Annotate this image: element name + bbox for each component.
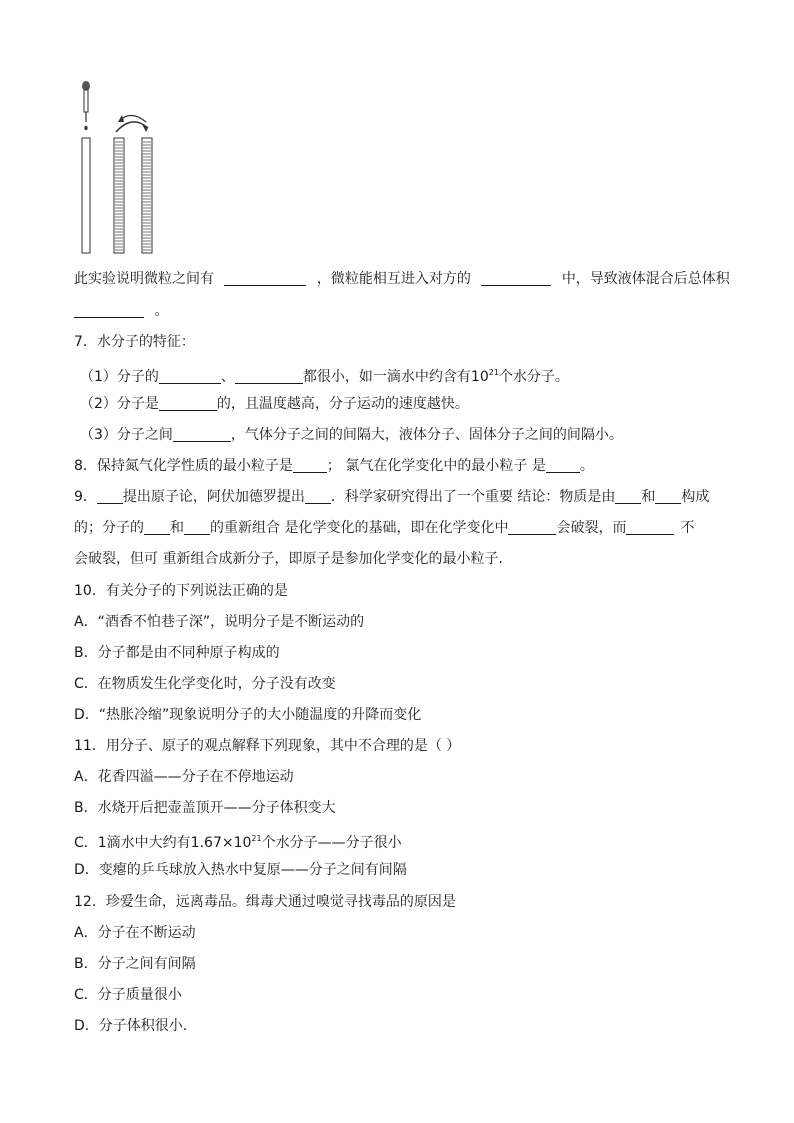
q12-option-b[interactable]: B．分子之间有间隔 bbox=[74, 956, 196, 972]
blank[interactable] bbox=[224, 271, 306, 286]
blank[interactable] bbox=[655, 489, 681, 504]
blank[interactable] bbox=[305, 489, 331, 504]
swap-arrow-icon bbox=[116, 115, 148, 132]
blank[interactable] bbox=[626, 520, 674, 535]
q7-item-1: （1）分子的 、 都很小，如一滴水中约含有$10^{21}$个水分子。 bbox=[80, 368, 569, 385]
experiment-figure bbox=[74, 78, 164, 258]
q12-option-c[interactable]: C．分子质量很小 bbox=[74, 987, 182, 1003]
q7-item-2: （2）分子是 的，且温度越高，分子运动的速度越快。 bbox=[80, 396, 469, 412]
blank[interactable] bbox=[184, 520, 210, 535]
blank[interactable] bbox=[144, 520, 170, 535]
tube-middle bbox=[114, 138, 124, 253]
q10-option-d[interactable]: D．“热胀冷缩”现象说明分子的大小随温度的升降而变化 bbox=[74, 707, 422, 723]
q9-line-3: 会破裂，但可 重新组合成新分子，即原子是参加化学变化的最小粒子． bbox=[74, 551, 513, 567]
tube-right bbox=[142, 138, 152, 253]
blank[interactable] bbox=[159, 369, 221, 384]
blank[interactable] bbox=[546, 458, 580, 473]
q12-option-a[interactable]: A．分子在不断运动 bbox=[74, 925, 196, 941]
q10-option-a[interactable]: A．“酒香不怕巷子深”，说明分子是不断运动的 bbox=[74, 614, 365, 630]
q11-option-c[interactable]: C．1滴水中大约有$1.67\times 10^{21}$个水分子——分子很小 bbox=[74, 834, 402, 851]
dropper-icon bbox=[82, 81, 90, 130]
q11-option-d[interactable]: D．变瘪的乒乓球放入热水中复原——分子之间有间隔 bbox=[74, 862, 407, 878]
blank[interactable] bbox=[235, 369, 303, 384]
blank[interactable] bbox=[97, 489, 123, 504]
q10-option-c[interactable]: C．在物质发生化学变化时，分子没有改变 bbox=[74, 676, 336, 692]
blank[interactable] bbox=[293, 458, 327, 473]
q7-item-3: （3）分子之间 ，气体分子之间的间隔大，液体分子、固体分子之间的间隔小。 bbox=[80, 427, 623, 443]
q9-line-2: 的；分子的 和 的重新组合 是化学变化的基础，即在化学变化中 会破裂，而 不 bbox=[74, 520, 695, 536]
blank[interactable] bbox=[173, 427, 231, 442]
q12-option-d[interactable]: D．分子体积很小. bbox=[74, 1018, 188, 1034]
q8: 8．保持氮气化学性质的最小粒子是 ； 氯气在化学变化中的最小粒子 是 。 bbox=[74, 458, 594, 474]
q11-option-a[interactable]: A．花香四溢——分子在不停地运动 bbox=[74, 769, 294, 785]
q10-stem: 10．有关分子的下列说法正确的是 bbox=[74, 583, 288, 599]
q9-line-1: 9． 提出原子论，阿伏加德罗提出 ．科学家研究得出了一个重要 结论：物质是由 和 构成 bbox=[74, 489, 710, 505]
tube-left bbox=[82, 138, 90, 253]
blank[interactable] bbox=[508, 520, 556, 535]
q6-line-2: 。 bbox=[74, 302, 724, 320]
blank[interactable] bbox=[615, 489, 641, 504]
q11-stem: 11．用分子、原子的观点解释下列现象，其中不合理的是（ ） bbox=[74, 738, 461, 754]
blank[interactable] bbox=[159, 396, 217, 411]
blank[interactable] bbox=[74, 303, 144, 318]
q10-option-b[interactable]: B．分子都是由不同种原子构成的 bbox=[74, 645, 280, 661]
q7-title: 7．水分子的特征： bbox=[74, 334, 195, 350]
q12-stem: 12．珍爱生命，远离毒品。缉毒犬通过嗅觉寻找毒品的原因是 bbox=[74, 894, 456, 910]
blank[interactable] bbox=[481, 271, 551, 286]
q11-option-b[interactable]: B．水烧开后把壶盖顶开——分子体积变大 bbox=[74, 800, 336, 816]
q6-line-1: 此实验说明微粒之间有 ，微粒能相互进入对方的 中，导致液体混合后总体积 bbox=[74, 271, 730, 287]
